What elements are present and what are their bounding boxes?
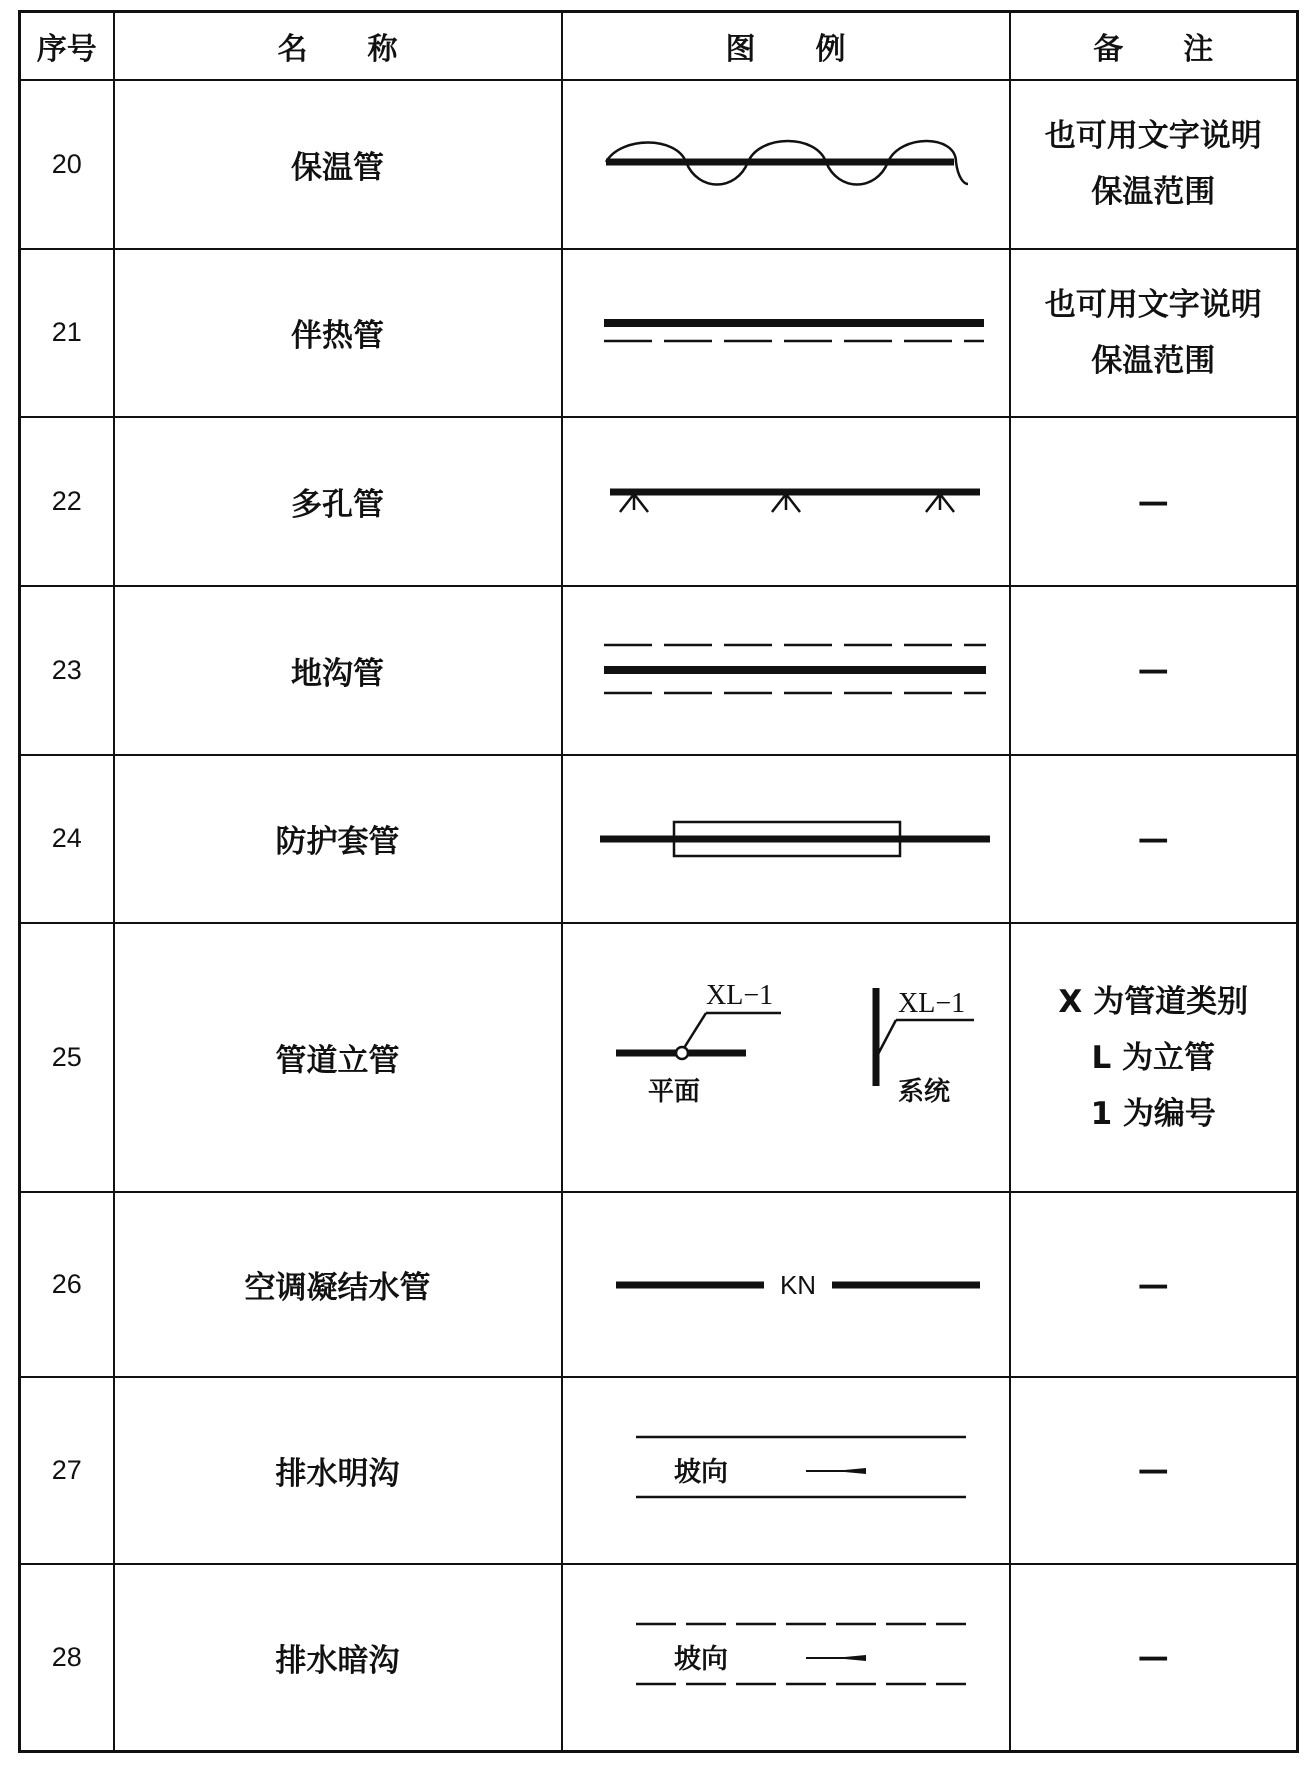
table-row [20,249,1298,418]
row-figure [562,249,1010,418]
table-row [20,755,1298,924]
header-seq: 序号 [20,12,114,81]
kn-code-label: KN [779,1269,816,1300]
row-note [1010,923,1298,1192]
row-seq: 20 [20,80,114,249]
row-seq: 27 [20,1377,114,1564]
row-note [1010,80,1298,249]
table-row [20,417,1298,586]
perforated-pipe-symbol [576,472,996,532]
table-row [20,1377,1298,1564]
row-figure [562,80,1010,249]
note-line: 保温范围 [1091,342,1216,379]
table-row [20,1192,1298,1377]
row-note: — [1010,586,1298,755]
header-name: 名 称 [114,12,562,81]
row-figure [562,923,1010,1192]
row-note: — [1010,1192,1298,1377]
row-note: — [1010,1564,1298,1752]
row-name: 保温管 [114,80,562,249]
row-seq: 25 [20,923,114,1192]
row-note [1010,249,1298,418]
riser-pipe-symbol [576,968,996,1148]
row-name: 空调凝结水管 [114,1192,562,1377]
open-drain-symbol [576,1425,996,1515]
note-line: 也可用文字说明 [1044,118,1262,155]
header-note: 备 注 [1010,12,1298,81]
note-line: 保温范围 [1091,174,1216,211]
row-name: 防护套管 [114,755,562,924]
row-name: 排水暗沟 [114,1564,562,1752]
condensate-pipe-symbol [576,1255,996,1315]
trench-pipe-symbol [576,635,996,705]
pipe-legend-table [18,10,1299,1753]
row-seq: 23 [20,586,114,755]
table-row [20,80,1298,249]
row-name: 多孔管 [114,417,562,586]
row-note: — [1010,1377,1298,1564]
row-name: 伴热管 [114,249,562,418]
system-tag-label: XL−1 [897,987,965,1019]
header-figure: 图 例 [562,12,1010,81]
row-note: — [1010,417,1298,586]
header-row [20,12,1298,81]
row-name: 地沟管 [114,586,562,755]
table-row [20,1564,1298,1752]
row-name: 排水明沟 [114,1377,562,1564]
note-line: 也可用文字说明 [1044,286,1262,323]
protective-sleeve-symbol [576,809,996,869]
table-row [20,923,1298,1192]
row-seq: 28 [20,1564,114,1752]
note-line: L 为立管 [1091,1039,1216,1076]
covered-drain-symbol [576,1612,996,1702]
slope-label: 坡向 [673,1457,728,1489]
row-seq: 22 [20,417,114,586]
row-seq: 26 [20,1192,114,1377]
row-figure [562,1192,1010,1377]
row-figure [562,755,1010,924]
row-figure [562,1564,1010,1752]
system-caption: 系统 [897,1076,950,1107]
row-figure [562,1377,1010,1564]
plan-caption: 平面 [647,1076,700,1107]
row-figure [562,417,1010,586]
insulated-pipe-symbol [576,114,996,214]
row-seq: 21 [20,249,114,418]
plan-tag-label: XL−1 [705,979,773,1011]
row-name: 管道立管 [114,923,562,1192]
note-line: 1 为编号 [1090,1095,1216,1132]
note-line: X 为管道类别 [1058,983,1249,1020]
row-note: — [1010,755,1298,924]
heat-traced-pipe-symbol [576,303,996,363]
row-figure [562,586,1010,755]
slope-label: 坡向 [673,1644,728,1676]
table-row [20,586,1298,755]
row-seq: 24 [20,755,114,924]
